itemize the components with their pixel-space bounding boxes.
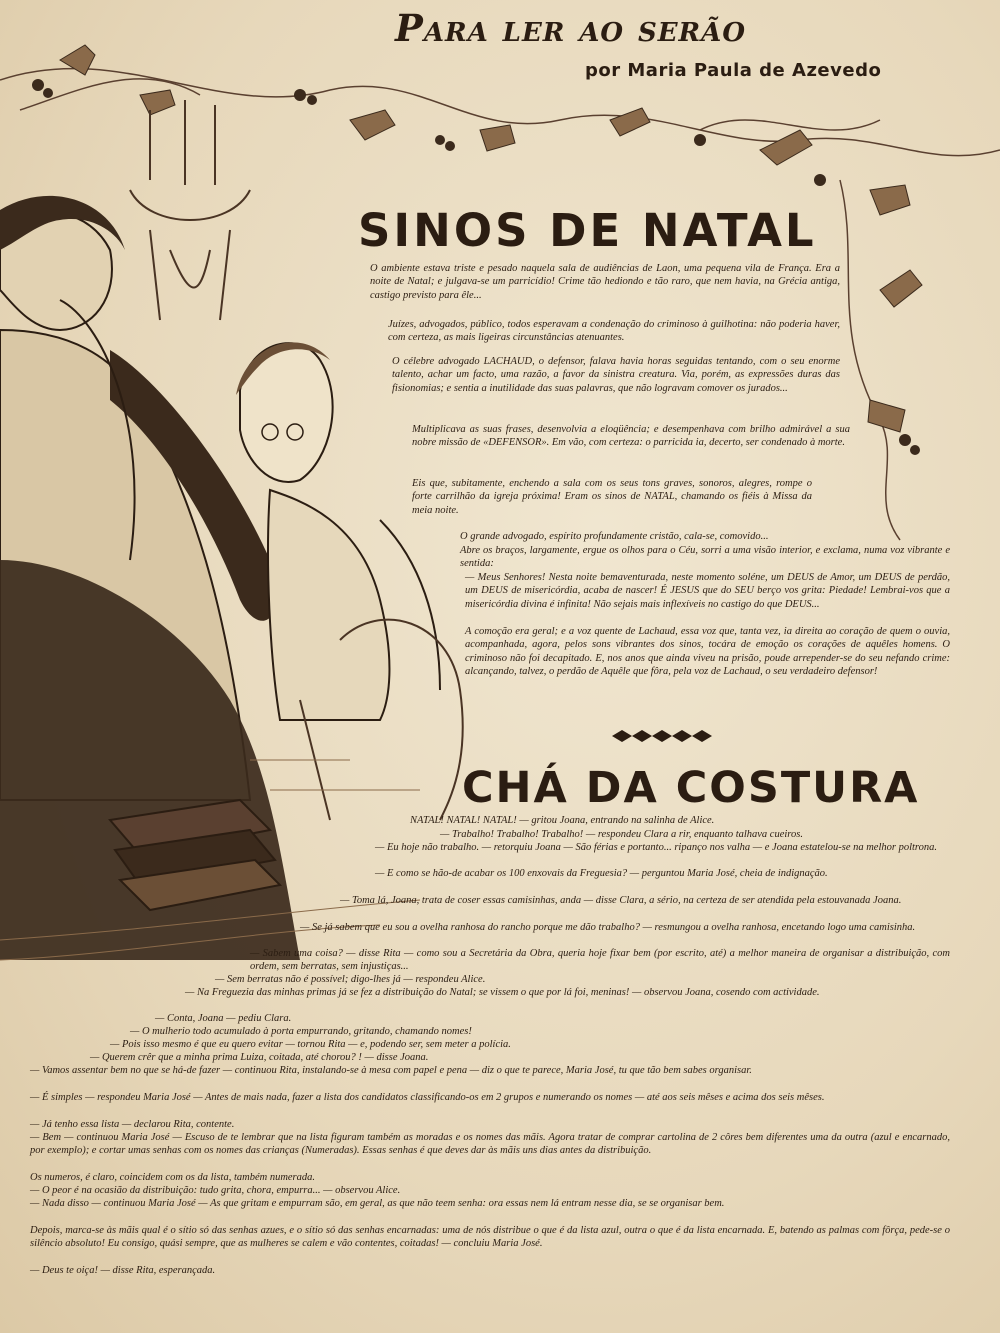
article2-paragraph: Depois, marca-se às mãis qual é o sítio só das senhas azues, e o sítio só das senhas encarnadas: uma de nós distribue o que é da lista azul, outra o que é da lista encarnada. E, batendo as palmas com fôrça, pede-se o silêncio absoluto! Eu consigo, quási sempre, que as mulheres se calem e vão contentes, coitadas! — concluiu Maria José. — [30, 1225, 950, 1250]
article2-paragraph: — Sem berratas não é possível; digo-lhes já — respondeu Alice. — [215, 974, 486, 985]
article2-paragraph: — É simples — respondeu Maria José — Antes de mais nada, fazer a lista dos candidatos classificando-os em 2 grupos e numerando os nomes — até aos seis mêses e acima dos seis mêses. — [30, 1092, 825, 1103]
article-title-sinos: SINOS DE NATAL — [358, 204, 817, 257]
boy-figure — [236, 342, 440, 720]
article1-paragraph: O célebre advogado LACHAUD, o defensor, falava havia horas seguidas tentando, com o seu enorme talento, achar um facto, uma razão, a favor da sinistra creatura. Via, porém, as expressões duras das fisionomias; e sentia a inutilidade das suas palavras, que não logravam comover os jurados... — [392, 356, 840, 394]
article2-paragraph: — Querem crêr que a minha prima Luiza, coitada, até chorou? ! — disse Joana. — [90, 1052, 429, 1063]
article1-paragraph: Abre os braços, largamente, ergue os olhos para o Céu, sorri a uma visão interior, e exclama, numa voz vibrante e sentida: — [460, 545, 950, 570]
article1-paragraph: Multiplicava as suas frases, desenvolvia a eloqüência; e desempenhava com brilho admirável a sua nobre missão de «DEFENSOR». Em vão, com certeza: o parricida ia, decerto, ser condenado à morte. — [412, 424, 850, 449]
article-title-cha: CHÁ DA COSTURA — [462, 763, 920, 813]
article2-paragraph: Os numeros, é claro, coincidem com os da lista, também numerada. — [30, 1172, 316, 1183]
article1-paragraph: — Meus Senhores! Nesta noite bemaventurada, neste momento soléne, um DEUS de Amor, um DEUS de perdão, um DEUS de misericórdia, acaba de nascer! É JESUS que do SEU berço vos grita: Piedade! Lembrai-vos que a misericórdia divina é infinita! Não sejais mais inflexíveis no castigo do que DEUS... — [465, 572, 950, 610]
article2-paragraph: — Trabalho! Trabalho! Trabalho! — respondeu Clara a rir, enquanto talhava cueiros. — [440, 829, 803, 840]
article1-paragraph: O grande advogado, espírito profundamente cristão, cala-se, comovido... — [460, 531, 769, 542]
article2-paragraph: — Eu hoje não trabalho. — retorquiu Joana — São férias e portanto... ripanço nos valha — e Joana estatelou-se na melhor poltrona. — [375, 842, 938, 853]
article1-paragraph: Eis que, subitamente, enchendo a sala com os seus tons graves, sonoros, alegres, rompe o forte carrilhão da igreja próxima! Eram os sinos de NATAL, chamando os fiéis à Missa da meia noite. — [412, 478, 812, 516]
author-byline: por Maria Paula de Azevedo — [585, 60, 882, 81]
article2-paragraph: — Já tenho essa lista — declarou Rita, contente. — [30, 1119, 235, 1130]
article2-paragraph: — Bem — continuou Maria José — Escuso de te lembrar que na lista figuram também as moradas e os nomes das mãis. Agora tratar de comprar cartolina de 2 côres bem diferentes uma da outra (azul e encarnado, por exemplo); e cortar umas senhas com os nomes das crianças (Numeradas). Essas senhas é que deves dar às mãis uns dias antes da distribuição. — [30, 1132, 950, 1157]
article2-paragraph: — Deus te oiça! — disse Rita, esperançada. — [30, 1265, 216, 1276]
candelabra — [130, 100, 250, 320]
article2-paragraph: NATAL! NATAL! NATAL! — gritou Joana, entrando na salinha de Alice. — [410, 815, 715, 826]
article2-paragraph: — Vamos assentar bem no que se há-de fazer — continuou Rita, instalando-se à mesa com papel e pena — diz o que te parece, Maria José, tu que tão bem sabes organisar. — [30, 1065, 752, 1076]
article2-paragraph: — Se já sabem que eu sou a ovelha ranhosa do rancho porque me dão trabalho? — resmungou a ovelha ranhosa, encetando logo uma camisinha. — [300, 922, 916, 933]
article2-paragraph: — O peor é na ocasião da distribuição: tudo grita, chora, empurra... — observou Alice. — [30, 1185, 401, 1196]
article2-paragraph: — Pois isso mesmo é que eu quero evitar — tornou Rita — e, podendo ser, sem meter a polícia. — [110, 1039, 511, 1050]
article2-paragraph: — E como se hão-de acabar os 100 enxovais da Freguesia? — perguntou Maria José, cheia de indignação. — [375, 868, 828, 879]
article2-paragraph: — Sabem uma coisa? — disse Rita — como sou a Secretária da Obra, queria hoje fixar bem (por escrito, até) a melhor maneira de organisar a distribuição, com ordem, sem berratas, sem injustiças... — [250, 948, 950, 973]
article2-paragraph: — Toma lá, Joana, trata de coser essas camisinhas, anda — disse Clara, a sério, na certeza de ser atendida pela estouvanada Joana. — [340, 895, 902, 906]
section-divider-ornament — [612, 728, 712, 744]
article2-paragraph: — O mulherio todo acumulado à porta empurrando, gritando, chamando nomes! — [130, 1026, 472, 1037]
article2-paragraph: — Na Freguezia das minhas primas já se fez a distribuição do Natal; se vissem o que por lá foi, meninas! — observou Joana, cosendo com actividade. — [185, 987, 820, 998]
article2-paragraph: — Nada disso — continuou Maria José — As que gritam e empurram são, em geral, as que não teem senha: ora essas nem lá entram nesse dia, se se organisar bem. — [30, 1198, 725, 1209]
article1-paragraph: Juízes, advogados, público, todos esperavam a condenação do criminoso à guilhotina: não poderia haver, com certeza, as mais ligeiras circunstâncias atenuantes. — [388, 319, 840, 344]
article1-paragraph: A comoção era geral; e a voz quente de Lachaud, essa voz que, tanta vez, ia direita ao coração de quem o ouvia, acompanhada, agora, pelos sons vibrantes dos sinos, tocára de emoção os corações de aquêles homens. O criminoso não foi decapitado. E, nos anos que ainda viveu na prisão, poude arrepender-se do seu nefando crime: alcançando, talvez, o perdão de Aquêle que fôra, pela voz de Lachaud, o seu verdadeiro defensor! — [465, 626, 950, 677]
article1-paragraph: O ambiente estava triste e pesado naquela sala de audiências de Laon, uma pequena vila de França. Era a noite de Natal; e julgava-se um parricídio! Crime tão hediondo e tão raro, que nem havia, na Grécia antiga, castigo previsto para êle... — [370, 263, 840, 301]
section-header-title: Para ler ao serão — [395, 6, 746, 50]
article2-paragraph: — Conta, Joana — pediu Clara. — [155, 1013, 292, 1024]
